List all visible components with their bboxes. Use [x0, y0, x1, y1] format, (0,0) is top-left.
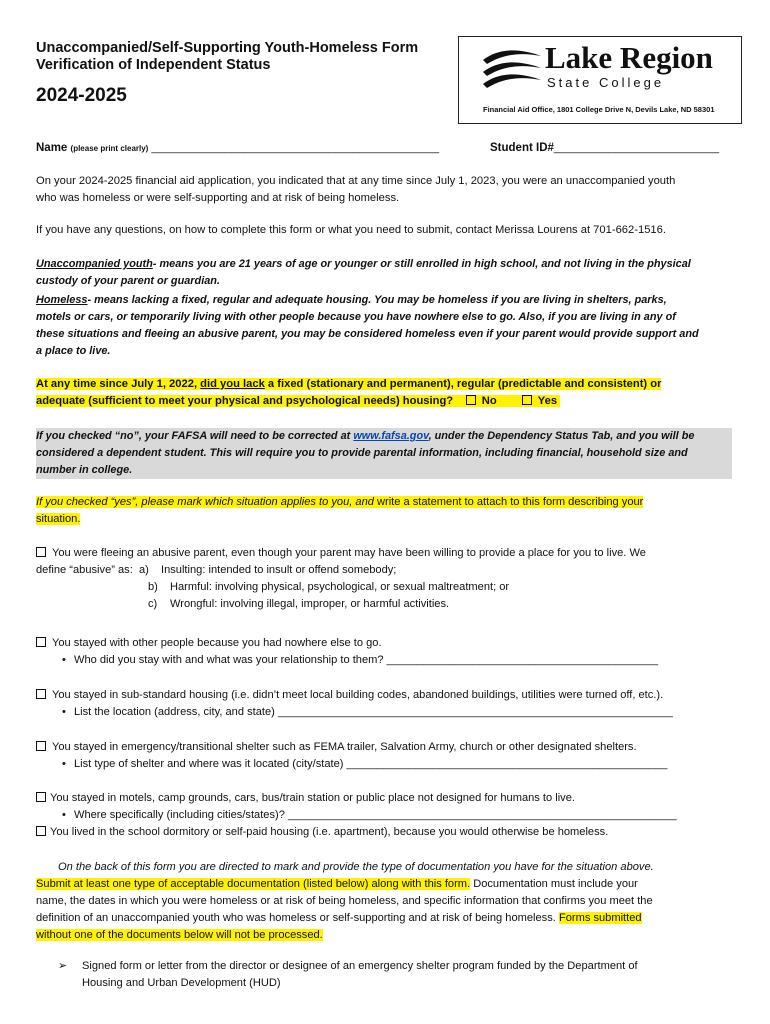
question-text-2: adequate (sufficient to meet your physical and psychological needs) housing? [36, 395, 454, 407]
student-id-label: Student ID# [490, 142, 554, 154]
unaccompanied-text: - means you are 21 years of age or younger or still enrolled in high school, and not living in the physical [152, 258, 691, 270]
doc-text-2: Documentation must include your [470, 878, 638, 890]
yes-note-text-2: situation. [36, 513, 81, 525]
title-line-2: Verification of Independent Status [36, 57, 271, 73]
yes-note-italic: If you checked “yes”, please mark which situation applies to you, and [36, 496, 374, 508]
logo-box [458, 36, 742, 124]
no-note-pre: If you checked “no”, your FAFSA will need to be corrected at [36, 430, 354, 442]
no-note-line-3 [36, 462, 732, 479]
abusive-item-letter: a) [139, 564, 149, 576]
doc-line-3: name, the dates in which you were homeless or at risk of being homeless, and specific information that confirms you meet the [36, 895, 653, 907]
doc-text-1: On the back of this form you are directed to mark and provide the type of documentation you have for the situation above. [58, 861, 654, 873]
no-note-text-3: number in college. [36, 464, 133, 476]
situation-abusive [36, 545, 646, 613]
doc-line-4 [36, 910, 654, 927]
yes-note-rest: write a statement to attach to this form describing your [373, 496, 644, 508]
question-line-1 [36, 376, 661, 393]
others-line [36, 635, 658, 652]
dorm-line [36, 824, 677, 841]
abusive-item-c [36, 596, 646, 613]
no-label: No [481, 395, 497, 407]
motel-checkbox[interactable] [36, 792, 46, 802]
doc-list-item-1-cont [58, 975, 638, 992]
dorm-checkbox[interactable] [36, 826, 46, 836]
arrow-bullet-icon: ➢ [58, 960, 68, 972]
homeless-def-line-1 [36, 292, 699, 309]
abusive-item-letter: c) [148, 598, 158, 610]
housing-question [36, 376, 661, 410]
others-bullet: • Who did you stay with and what was your relationship to them? ____________________________________________ [62, 654, 659, 666]
question-underlined: did you lack [200, 378, 265, 390]
unaccompanied-term: Unaccompanied youth [36, 258, 153, 270]
doc-list [58, 958, 638, 992]
yes-note [36, 494, 643, 528]
student-id-row [490, 142, 719, 154]
situation-shelter [36, 739, 667, 773]
definitions [36, 256, 699, 360]
question-post: a fixed (stationary and permanent), regular (predictable and consistent) or [264, 378, 662, 390]
homeless-text: - means lacking a fixed, regular and adequate housing. You may be homeless if you are living in shelters, parks, [87, 294, 667, 306]
doc-item-text-1: Signed form or letter from the director or designee of an emergency shelter program funded by the Department of [82, 960, 638, 972]
name-field[interactable]: _______________________________________________ [151, 142, 440, 154]
form-title [36, 40, 418, 74]
motel-text: You stayed in motels, camp grounds, cars, bus/train station or public place not designed for humans to live. [50, 792, 575, 804]
substandard-checkbox[interactable] [36, 689, 46, 699]
intro-line-1: On your 2024-2025 financial aid application, you indicated that at any time since July 1, 2023, you were an unaccompanied youth [36, 175, 676, 187]
no-note-line-2: considered a dependent student. This will require you to provide parental information, including financial, household size and [36, 447, 688, 459]
doc-line-2 [36, 876, 654, 893]
no-note [36, 428, 732, 479]
logo-name: Lake Region [545, 40, 713, 75]
doc-item-text-2: Housing and Urban Development (HUD) [82, 977, 281, 989]
substandard-bullet: • List the location (address, city, and state) ________________________________________________________________ [62, 706, 673, 718]
yes-note-line-1 [36, 494, 643, 511]
abusive-item-text: Insulting: intended to insult or offend somebody; [161, 564, 397, 576]
others-text: You stayed with other people because you had nowhere else to go. [52, 637, 382, 649]
office-address: Financial Aid Office, 1801 College Drive N, Devils Lake, ND 58301 [483, 105, 715, 114]
shelter-line [36, 739, 667, 756]
yes-label: Yes [537, 395, 558, 407]
abusive-define: define “abusive” as: [36, 564, 133, 576]
doc-highlight-2: Forms submitted [558, 912, 642, 924]
logo-waves-icon [481, 46, 543, 88]
yes-checkbox[interactable] [522, 395, 532, 405]
homeless-term: Homeless [36, 294, 88, 306]
student-id-field[interactable]: ___________________________ [553, 142, 720, 154]
title-line-1: Unaccompanied/Self-Supporting Youth-Homeless Form [36, 40, 419, 56]
motel-line [36, 790, 677, 807]
abusive-item-text: Wrongful: involving illegal, improper, or harmful activities. [170, 598, 450, 610]
documentation-paragraph [36, 859, 654, 944]
homeless-def-line-2: motels or cars, or temporarily living with other people because you have nowhere else to go. Also, if you are living in any of [36, 311, 676, 323]
fafsa-link[interactable]: www.fafsa.gov [353, 430, 429, 442]
contact-paragraph: If you have any questions, on how to complete this form or what you need to submit, contact Merissa Lourens at 701-662-1516. [36, 224, 666, 236]
shelter-checkbox[interactable] [36, 741, 46, 751]
logo-subtitle: State College [547, 75, 665, 90]
abusive-item-text: Harmful: involving physical, psychological, or sexual maltreatment; or [170, 581, 510, 593]
no-checkbox[interactable] [466, 395, 476, 405]
question-pre: At any time since July 1, 2022, [36, 378, 201, 390]
substandard-line [36, 687, 673, 704]
doc-line-1 [36, 859, 654, 876]
abusive-line-1 [36, 545, 646, 562]
others-checkbox[interactable] [36, 637, 46, 647]
abusive-text: You were fleeing an abusive parent, even though your parent may have been willing to provide a place for you to live. We [52, 547, 646, 559]
situation-motel [36, 790, 677, 841]
unaccompanied-def-line-1 [36, 256, 699, 273]
motel-bullet-field[interactable]: Where specifically (including cities/states)? _______________________________________________________________ [74, 809, 677, 821]
unaccompanied-def-line-2: custody of your parent or guardian. [36, 275, 220, 287]
intro-line-2: who was homeless or were self-supporting and at risk of being homeless. [36, 192, 400, 204]
yes-note-line-2 [36, 511, 643, 528]
homeless-def-line-3: these situations and fleeing an abusive parent, you may be considered homeless even if your parent would provide support and [36, 328, 699, 340]
motel-bullet: • Where specifically (including cities/states)? _______________________________________________________________ [62, 809, 677, 821]
substandard-text: You stayed in sub-standard housing (i.e. didn’t meet local building codes, abandoned buildings, utilities were turned off, etc.). [52, 689, 664, 701]
others-bullet-field[interactable]: Who did you stay with and what was your relationship to them? ____________________________________________ [74, 654, 659, 666]
abusive-item-b [36, 579, 646, 596]
no-note-line-1 [36, 428, 732, 445]
abusive-item-letter: b) [148, 581, 158, 593]
form-year: 2024-2025 [36, 85, 127, 106]
doc-highlight-3: without one of the documents below will not be processed. [36, 929, 323, 941]
abusive-checkbox[interactable] [36, 547, 46, 557]
homeless-def-line-4: a place to live. [36, 345, 111, 357]
doc-list-item-1 [58, 958, 638, 975]
name-hint: (please print clearly) [70, 144, 149, 153]
intro-paragraph [36, 173, 675, 207]
name-row [36, 142, 439, 154]
dorm-text: You lived in the school dormitory or self-paid housing (i.e. apartment), because you would otherwise be homeless. [50, 826, 609, 838]
situation-substandard [36, 687, 673, 721]
doc-line-5 [36, 927, 654, 944]
question-line-2 [36, 393, 661, 410]
shelter-text: You stayed in emergency/transitional shelter such as FEMA trailer, Salvation Army, church or other designated shelters. [52, 741, 637, 753]
doc-text-4: definition of an unaccompanied youth who was homeless or self-supporting and at risk of being homeless. [36, 912, 559, 924]
shelter-bullet-field[interactable]: List type of shelter and where was it located (city/state) ____________________________________________________ [74, 758, 668, 770]
no-note-post: , under the Dependency Status Tab, and you will be [428, 430, 695, 442]
doc-highlight-1: Submit at least one type of acceptable documentation (listed below) along with this form. [36, 878, 471, 890]
shelter-bullet: • List type of shelter and where was it located (city/state) ____________________________________________________ [62, 758, 668, 770]
abusive-line-2 [36, 562, 646, 579]
name-label: Name [36, 142, 68, 154]
substandard-bullet-field[interactable]: List the location (address, city, and state) ________________________________________________________________ [74, 706, 673, 718]
situation-others [36, 635, 658, 669]
